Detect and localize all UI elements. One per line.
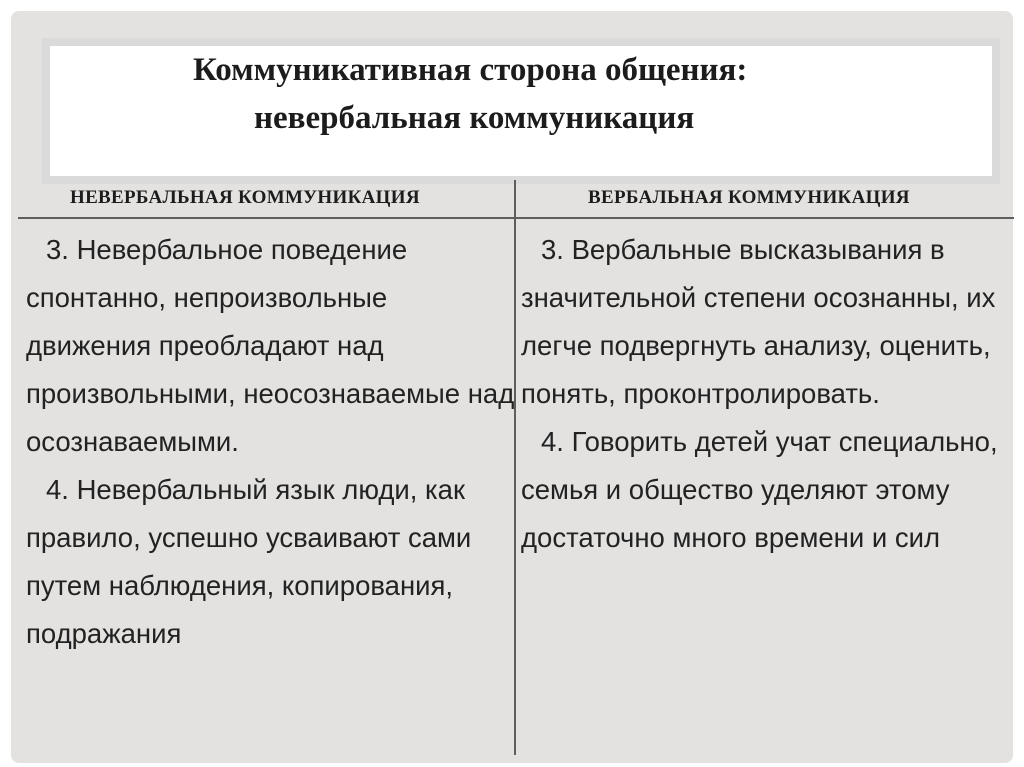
title-panel — [50, 46, 992, 176]
slide-title-line-2: невербальная коммуникация — [254, 100, 695, 136]
comparison-table — [18, 180, 1014, 755]
verbal-cell — [521, 226, 1006, 562]
nonverbal-point-4: 4. Невербальный язык люди, как правило, успешно усваивают сами путем наблюдения, копирования, подражания — [26, 474, 472, 649]
nonverbal-cell — [26, 226, 516, 658]
verbal-point-3: 3. Вербальные высказывания в значительной степени осознанны, их легче подвергнуть анализу, оценить, понять, проконтролировать. — [521, 234, 996, 409]
column-header-nonverbal: НЕВЕРБАЛЬНАЯ КОММУНИКАЦИЯ — [70, 187, 420, 208]
title-frame — [42, 38, 1000, 184]
nonverbal-point-3: 3. Невербальное поведение спонтанно, непроизвольные движения преобладают над произвольными, неосознаваемые над осознаваемыми. — [26, 234, 515, 457]
header-divider-line — [18, 217, 1014, 219]
column-header-verbal: ВЕРБАЛЬНАЯ КОММУНИКАЦИЯ — [588, 187, 910, 208]
slide-title-line-1: Коммуникативная сторона общения: — [193, 52, 748, 88]
verbal-point-4: 4. Говорить детей учат специально, семья и общество уделяют этому достаточно много времени и сил — [521, 426, 998, 553]
